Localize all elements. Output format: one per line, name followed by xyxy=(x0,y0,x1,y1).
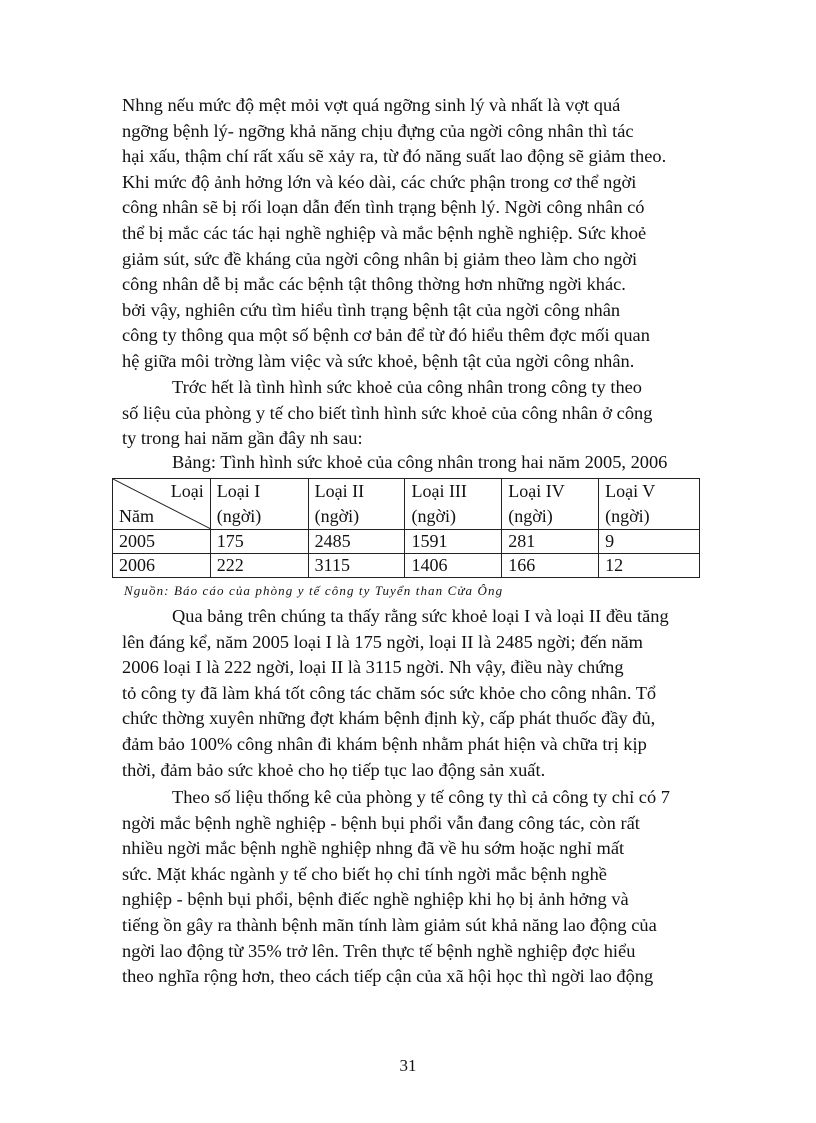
text-line: 2006 loại I là 222 ngời, loại II là 3115 ngời. Nh vậy, điều này chứng xyxy=(122,657,624,678)
corner-label-category: Loại xyxy=(170,481,204,501)
text-line: tiếng ồn gây ra thành bệnh mãn tính làm giảm sút khả năng lao động của xyxy=(122,914,657,935)
health-table xyxy=(112,478,700,578)
text-line: ngời mắc bệnh nghề nghiệp - bệnh bụi phổi vẫn đang công tác, còn rất xyxy=(122,812,640,833)
table-header-cell: Loại III (ngời) xyxy=(405,479,502,530)
table-cell-year: 2006 xyxy=(113,554,211,578)
text-line: hại xấu, thậm chí rất xấu sẽ xảy ra, từ đó năng suất lao động sẽ giảm theo. xyxy=(122,146,667,167)
table-caption: Bảng: Tình hình sức khoẻ của công nhân trong hai năm 2005, 2006 xyxy=(172,452,668,472)
table-header-cell: Loại IV (ngời) xyxy=(502,479,599,530)
table-row xyxy=(113,530,700,554)
table-header-row xyxy=(113,479,700,530)
text-line: Theo số liệu thống kê của phòng y tế công ty thì cả công ty chỉ có 7 xyxy=(172,787,670,807)
text-line: công nhân sẽ bị rối loạn dẫn đến tình trạng bệnh lý. Ngời công nhân có xyxy=(122,197,645,218)
text-line: tỏ công ty đã làm khá tốt công tác chăm sóc sức khỏe cho công nhân. Tổ xyxy=(122,682,657,703)
text-line: theo nghĩa rộng hơn, theo cách tiếp cận của xã hội học thì ngời lao động xyxy=(122,966,654,987)
text-line: giảm sút, sức đề kháng của ngời công nhân bị giảm theo làm cho ngời xyxy=(122,248,638,269)
table-cell-year: 2005 xyxy=(113,530,211,554)
table-cell: 175 xyxy=(210,530,308,554)
text-line: đảm bảo 100% công nhân đi khám bệnh nhằm phát hiện và chữa trị kịp xyxy=(122,733,647,754)
text-line: thời, đảm bảo sức khoẻ cho họ tiếp tục lao động sản xuất. xyxy=(122,759,546,780)
table-cell: 222 xyxy=(210,554,308,578)
paragraph-fatigue-effects xyxy=(122,93,694,375)
table-cell: 9 xyxy=(599,530,700,554)
text-line: ngời lao động từ 35% trở lên. Trên thực tế bệnh nghề nghiệp đợc hiểu xyxy=(122,940,636,961)
table-source-note: Nguồn: Báo cáo của phòng y tế công ty Tuyển than Cửa Ông xyxy=(124,583,504,598)
table-header-cell: Loại II (ngời) xyxy=(308,479,405,530)
text-line: bởi vậy, nghiên cứu tìm hiểu tình trạng bệnh tật của ngời công nhân xyxy=(122,299,621,320)
text-line: Qua bảng trên chúng ta thấy rằng sức khoẻ loại I và loại II đều tăng xyxy=(172,606,669,626)
text-line: Trớc hết là tình hình sức khoẻ của công nhân trong công ty theo xyxy=(172,377,643,397)
text-line: nhiều ngời mắc bệnh nghề nghiệp nhng đã về hu sớm hoặc nghỉ mất xyxy=(122,838,625,859)
text-line: số liệu của phòng y tế cho biết tình hình sức khoẻ của công nhân ở công xyxy=(122,402,653,423)
text-line: công ty thông qua một số bệnh cơ bản để từ đó hiểu thêm đợc mối quan xyxy=(122,325,650,346)
table-cell: 166 xyxy=(502,554,599,578)
text-line: hệ giữa môi trờng làm việc và sức khoẻ, bệnh tật của ngời công nhân. xyxy=(122,350,635,371)
text-line: ty trong hai năm gần đây nh sau: xyxy=(122,428,363,449)
text-line: nghiệp - bệnh bụi phổi, bệnh điếc nghề nghiệp khi họ bị ảnh hởng và xyxy=(122,889,629,910)
table-row xyxy=(113,554,700,578)
paragraph-occupational-disease xyxy=(122,785,694,990)
table-cell: 12 xyxy=(599,554,700,578)
table-cell: 281 xyxy=(502,530,599,554)
table-cell: 2485 xyxy=(308,530,405,554)
table-cell: 3115 xyxy=(308,554,405,578)
table-cell: 1591 xyxy=(405,530,502,554)
table-corner-cell xyxy=(113,479,211,530)
table-header-cell: Loại I (ngời) xyxy=(210,479,308,530)
text-line: sức. Mặt khác ngành y tế cho biết họ chỉ tính ngời mắc bệnh nghề xyxy=(122,863,607,884)
corner-label-year: Năm xyxy=(119,506,154,526)
text-line: chức thờng xuyên những đợt khám bệnh định kỳ, cấp phát thuốc đầy đủ, xyxy=(122,708,656,729)
paragraph-table-analysis xyxy=(122,604,694,783)
table-header-cell: Loại V (ngời) xyxy=(599,479,700,530)
text-line: lên đáng kể, năm 2005 loại I là 175 ngời, loại II là 2485 ngời; đến năm xyxy=(122,631,643,652)
text-line: Nhng nếu mức độ mệt mỏi vợt quá ngỡng sinh lý và nhất là vợt quá xyxy=(122,95,621,115)
page-number: 31 xyxy=(399,1056,417,1075)
paragraph-health-intro xyxy=(122,375,694,452)
table-cell: 1406 xyxy=(405,554,502,578)
text-line: thể bị mắc các tác hại nghề nghiệp và mắc bệnh nghề nghiệp. Sức khoẻ xyxy=(122,222,647,243)
text-line: công nhân dễ bị mắc các bệnh tật thông thờng hơn những ngời khác. xyxy=(122,274,626,295)
text-line: Khi mức độ ảnh hởng lớn và kéo dài, các chức phận trong cơ thể ngời xyxy=(122,171,637,192)
text-line: ngỡng bệnh lý- ngỡng khả năng chịu đựng của ngời công nhân thì tác xyxy=(122,120,634,141)
